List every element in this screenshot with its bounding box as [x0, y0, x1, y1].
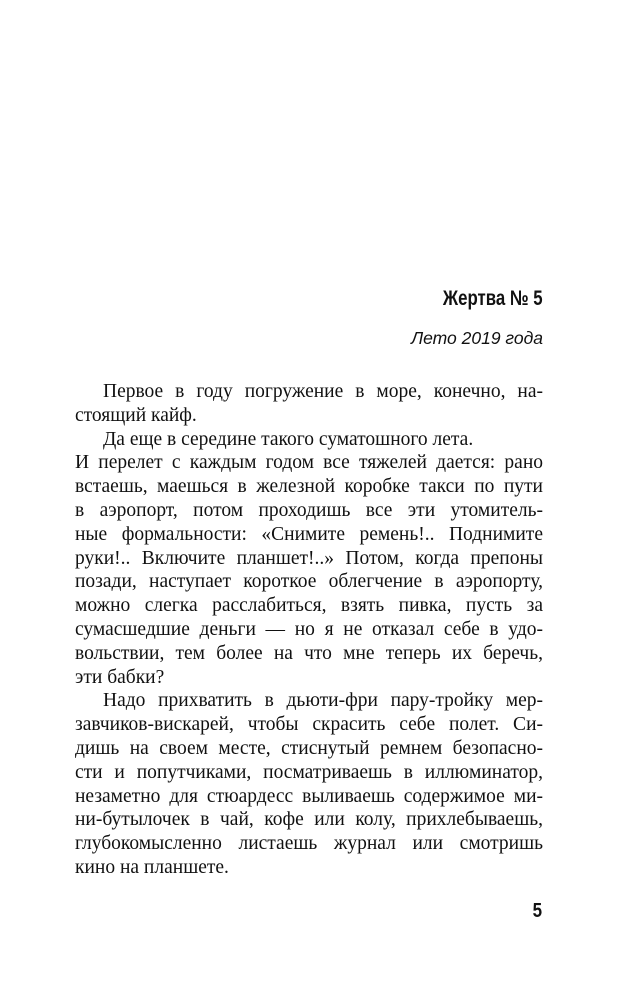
body-text	[75, 380, 543, 880]
text-line: Первое в году погружение в море, конечно, на-	[103, 381, 543, 402]
text-line: кино на планшете.	[75, 856, 229, 878]
text-line: в аэропорт, потом проходишь все эти утомитель-	[75, 499, 543, 521]
text-line: глубокомысленно листаешь журнал или смотришь	[75, 833, 543, 855]
paragraph-3	[75, 451, 543, 689]
text-line: сумасшедшие деньги — но я не отказал себе в удо-	[75, 618, 543, 640]
text-line: незаметно для стюардесс выливаешь содержимое ми-	[75, 785, 543, 807]
text-line: Да еще в середине такого суматошного лета.	[103, 428, 474, 450]
text-line: стоящий кайф.	[75, 404, 197, 426]
text-line: И перелет с каждым годом все тяжелей дается: рано	[75, 452, 543, 474]
text-line: сти и попутчиками, посматриваешь в иллюминатор,	[75, 761, 543, 783]
text-line: ные формальности: «Снимите ремень!.. Поднимите	[75, 523, 543, 545]
paragraph-1	[75, 380, 543, 428]
text-line: Надо прихватить в дьюти-фри пару-тройку мер-	[103, 690, 543, 712]
text-line: можно слегка расслабиться, взять пивка, пусть за	[75, 595, 543, 617]
text-line: руки!.. Включите планшет!..» Потом, когда препоны	[75, 547, 543, 569]
paragraph-2	[75, 428, 543, 452]
text-line: вольствии, тем более на что мне теперь их беречь,	[75, 642, 543, 664]
chapter-title: Жертва № 5	[443, 287, 543, 310]
text-line: дишь на своем месте, стиснутый ремнем безопасно-	[75, 737, 543, 759]
text-line: завчиков-вискарей, чтобы скрасить себе полет. Си-	[75, 714, 543, 736]
text-line: ни-бутылочек в чай, кофе или колу, прихлебываешь,	[75, 809, 543, 831]
chapter-subtitle: Лето 2019 года	[411, 328, 543, 348]
text-line: эти бабки?	[75, 666, 165, 688]
paragraph-4	[75, 689, 543, 879]
text-line: позади, наступает короткое облегчение в аэропорту,	[75, 571, 543, 593]
text-line: встаешь, маешься в железной коробке такси по пути	[75, 476, 543, 498]
page-number: 5	[532, 900, 542, 922]
